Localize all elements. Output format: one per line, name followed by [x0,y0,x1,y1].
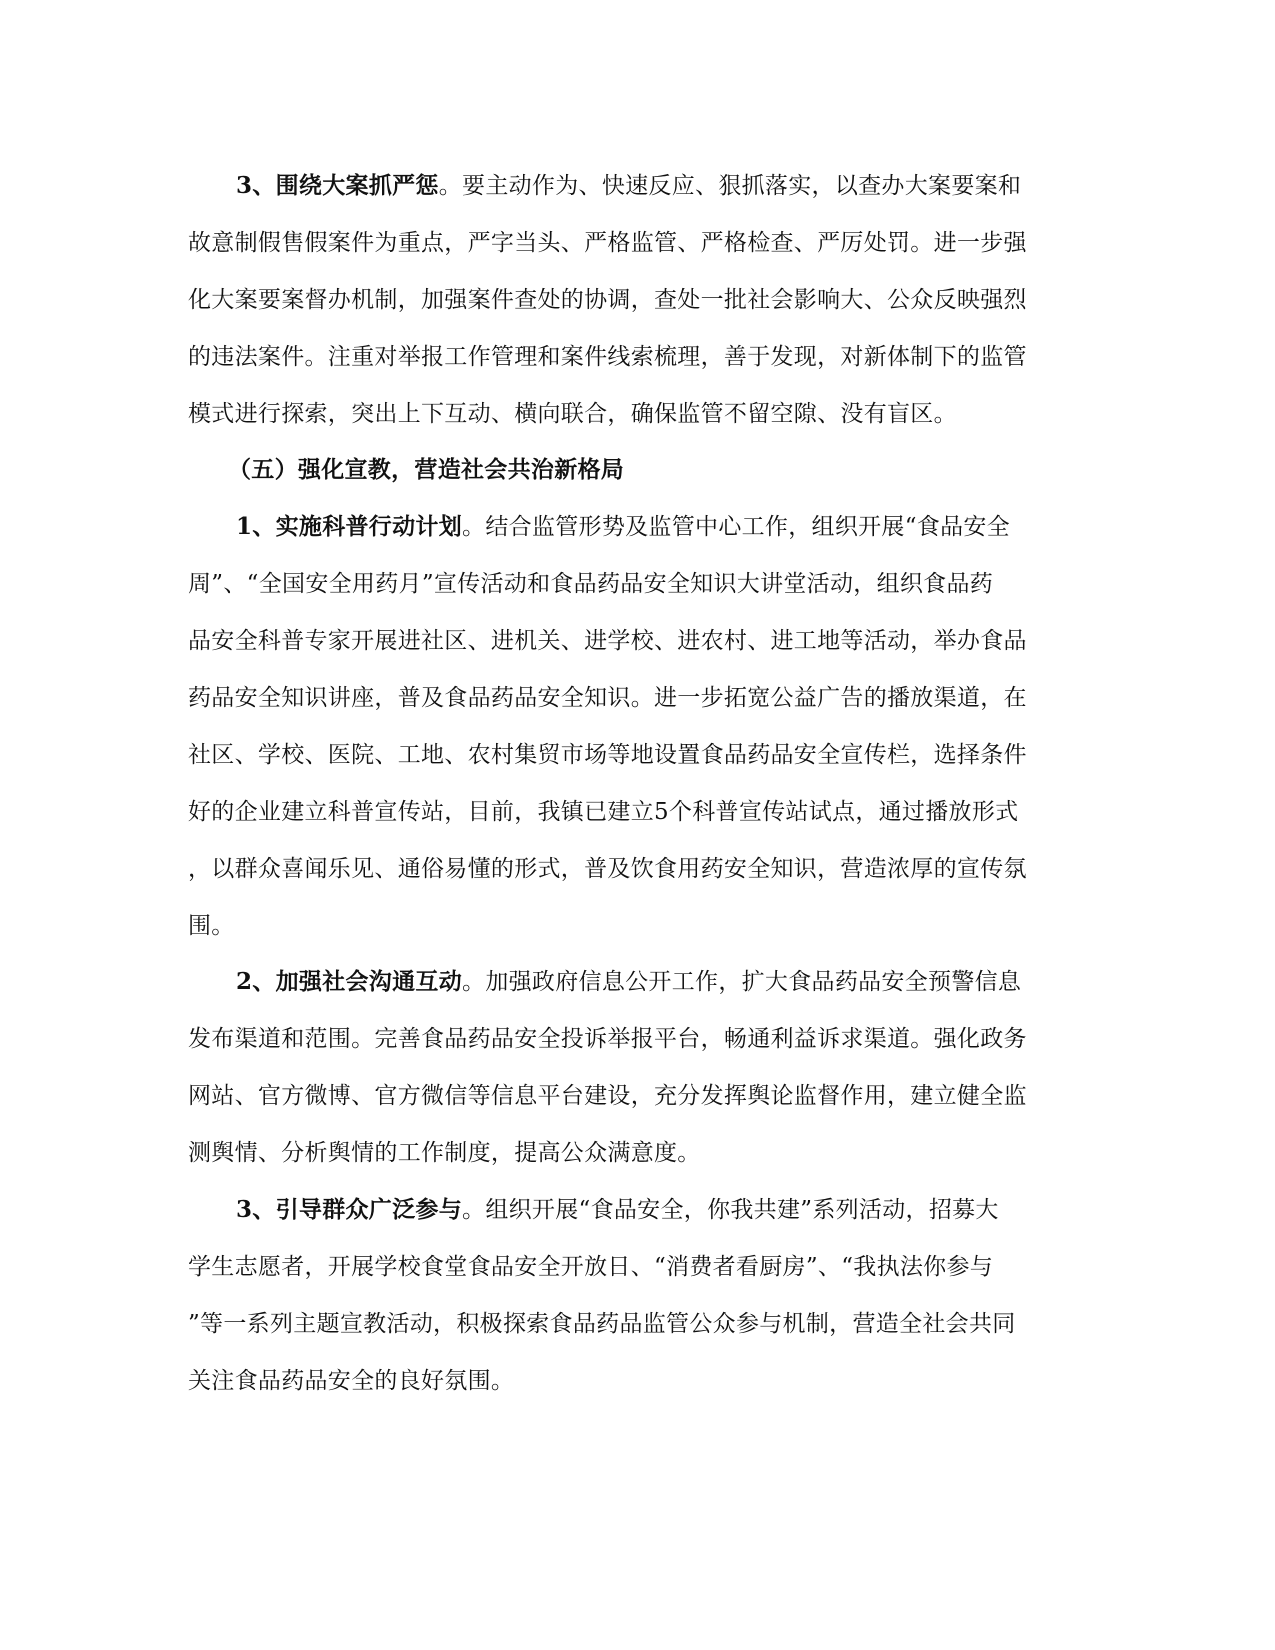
paragraph-lead: 1、实施科普行动计划 [236,513,463,540]
paragraph-line [236,171,1136,201]
paragraph-line: 周”、“全国安全用药月”宣传活动和食品药品安全知识大讲堂活动，组织食品药 [188,571,994,597]
paragraph-line: 关注食品药品安全的良好氛围。 [188,1368,515,1394]
paragraph-line: 网站、官方微博、官方微信等信息平台建设，充分发挥舆论监督作用，建立健全监 [188,1083,1027,1109]
paragraph-line: 品安全科普专家开展进社区、进机关、进学校、进农村、进工地等活动，举办食品 [188,628,1027,654]
paragraph-line: 好的企业建立科普宣传站，目前，我镇已建立5个科普宣传站试点，通过播放形式 [188,799,1019,825]
paragraph-lead: 3、引导群众广泛参与 [236,1196,463,1223]
section-heading: （五）强化宣教，营造社会共治新格局 [228,456,625,483]
paragraph-line: 药品安全知识讲座，普及食品药品安全知识。进一步拓宽公益广告的播放渠道，在 [188,685,1027,711]
paragraph-line: 化大案要案督办机制，加强案件查处的协调，查处一批社会影响大、公众反映强烈 [188,287,1027,313]
paragraph-lead: 2、加强社会沟通互动 [236,968,463,995]
paragraph-line: ，以群众喜闻乐见、通俗易懂的形式，普及饮食用药安全知识，营造浓厚的宣传氛 [188,856,1027,882]
paragraph-line: 围。 [188,913,235,939]
paragraph-line: 社区、学校、医院、工地、农村集贸市场等地设置食品药品安全宣传栏，选择条件 [188,742,1027,768]
paragraph-line: 测舆情、分析舆情的工作制度，提高公众满意度。 [188,1140,701,1166]
paragraph-line [236,967,1136,997]
paragraph-text: 。加强政府信息公开工作，扩大食品药品安全预警信息 [462,969,1022,995]
paragraph-text: 。要主动作为、快速反应、狠抓落实，以查办大案要案和 [438,173,1022,199]
paragraph-line [236,512,1136,542]
paragraph-line: 学生志愿者，开展学校食堂食品安全开放日、“消费者看厨房”、“我执法你参与 [188,1254,994,1280]
paragraph-text: 。结合监管形势及监管中心工作，组织开展“食品安全 [462,514,1010,540]
paragraph-line: 模式进行探索，突出上下互动、横向联合，确保监管不留空隙、没有盲区。 [188,401,957,427]
paragraph-line: 发布渠道和范围。完善食品药品安全投诉举报平台，畅通利益诉求渠道。强化政务 [188,1026,1027,1052]
paragraph-lead: 3、围绕大案抓严惩 [236,172,439,199]
paragraph-line [236,1195,1136,1225]
paragraph-line: ”等一系列主题宣教活动，积极探索食品药品监管公众参与机制，营造全社会共同 [188,1311,1016,1337]
paragraph-text: 。组织开展“食品安全，你我共建”系列活动，招募大 [462,1197,999,1223]
paragraph-line: 的违法案件。注重对举报工作管理和案件线索梳理，善于发现，对新体制下的监管 [188,344,1027,370]
paragraph-line: 故意制假售假案件为重点，严字当头、严格监管、严格检查、严厉处罚。进一步强 [188,230,1027,256]
